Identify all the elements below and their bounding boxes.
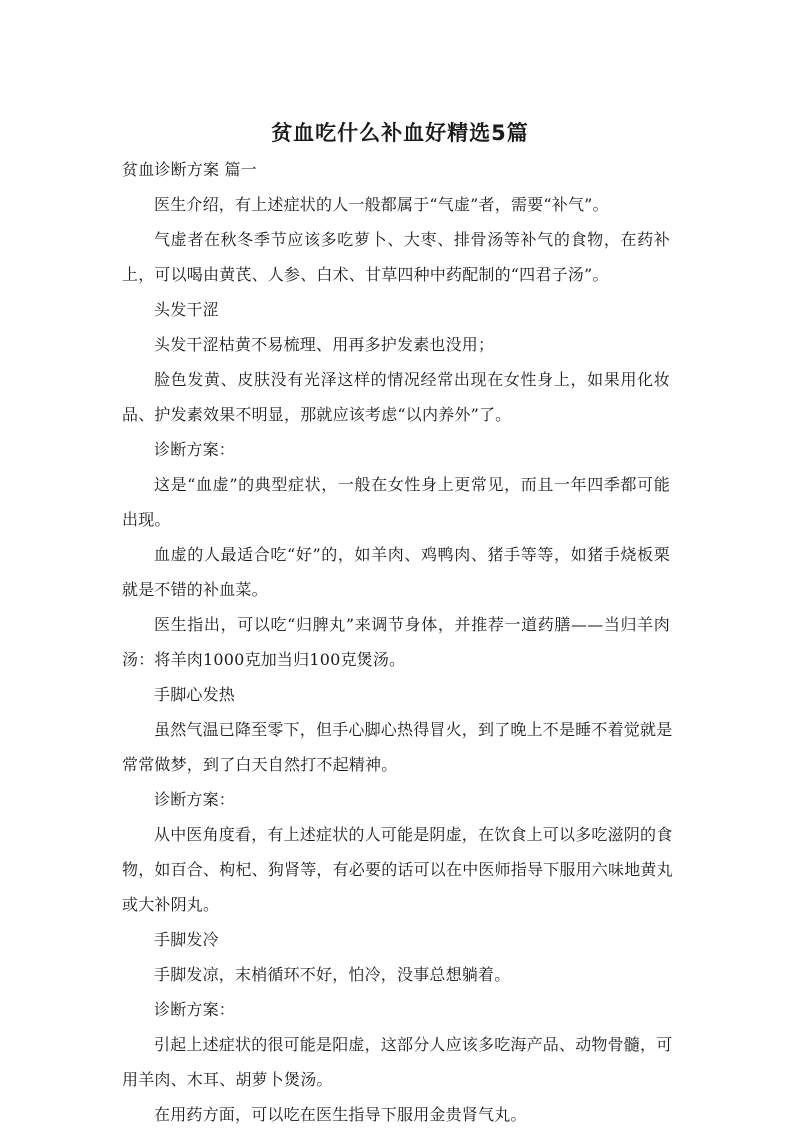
paragraph-line: 或大补阴丸。 [122, 895, 220, 914]
subheading: 手脚发冷 [154, 930, 219, 949]
subheading: 诊断方案： [154, 790, 236, 809]
subheading: 手脚心发热 [154, 685, 236, 704]
section-heading: 贫血诊断方案 篇一 [122, 160, 257, 179]
paragraph-line: 在用药方面，可以吃在医生指导下服用金贵肾气丸。 [154, 1105, 527, 1124]
document-body [122, 155, 673, 1135]
subheading: 头发干涩 [154, 300, 219, 319]
paragraph-line: 手脚发凉，末梢循环不好，怕冷，没事总想躺着。 [154, 965, 511, 984]
paragraph-line: 出现。 [122, 510, 171, 529]
paragraph-line: 就是不错的补血菜。 [122, 580, 268, 599]
paragraph-line: 汤：将羊肉1000克加当归100克煲汤。 [122, 650, 406, 669]
paragraph-line: 引起上述症状的很可能是阳虚，这部分人应该多吃海产品、动物骨髓，可 [154, 1035, 673, 1054]
paragraph-line: 常常做梦，到了白天自然打不起精神。 [122, 755, 398, 774]
paragraph-line: 这是“血虚”的典型症状，一般在女性身上更常见，而且一年四季都可能 [154, 475, 670, 494]
paragraph-line: 医生介绍，有上述症状的人一般都属于“气虚”者，需要“补气”。 [154, 195, 609, 214]
paragraph-line: 脸色发黄、皮肤没有光泽这样的情况经常出现在女性身上，如果用化妆 [154, 370, 670, 389]
subheading: 诊断方案： [154, 440, 236, 459]
paragraph-line: 用羊肉、木耳、胡萝卜煲汤。 [122, 1070, 333, 1089]
paragraph-line: 品、护发素效果不明显，那就应该考虑“以内养外”了。 [122, 405, 512, 424]
paragraph-line: 物，如百合、枸杞、狗肾等，有必要的话可以在中医师指导下服用六味地黄丸 [122, 860, 673, 879]
paragraph-line: 从中医角度看，有上述症状的人可能是阴虚，在饮食上可以多吃滋阴的食 [154, 825, 673, 844]
subheading: 诊断方案： [154, 1000, 236, 1019]
paragraph-line: 医生指出，可以吃“归脾丸”来调节身体，并推荐一道药膳——当归羊肉 [154, 615, 670, 634]
paragraph-line: 血虚的人最适合吃“好”的，如羊肉、鸡鸭肉、猪手等等，如猪手烧板栗 [154, 545, 670, 564]
paragraph-line: 气虚者在秋冬季节应该多吃萝卜、大枣、排骨汤等补气的食物，在药补 [154, 230, 670, 249]
paragraph-line: 虽然气温已降至零下，但手心脚心热得冒火，到了晚上不是睡不着觉就是 [154, 720, 673, 739]
paragraph-line: 上，可以喝由黄芪、人参、白术、甘草四种中药配制的“四君子汤”。 [122, 265, 609, 284]
paragraph-line: 头发干涩枯黄不易梳理、用再多护发素也没用； [154, 335, 495, 354]
document-title: 贫血吃什么补血好精选5篇 [271, 121, 529, 145]
